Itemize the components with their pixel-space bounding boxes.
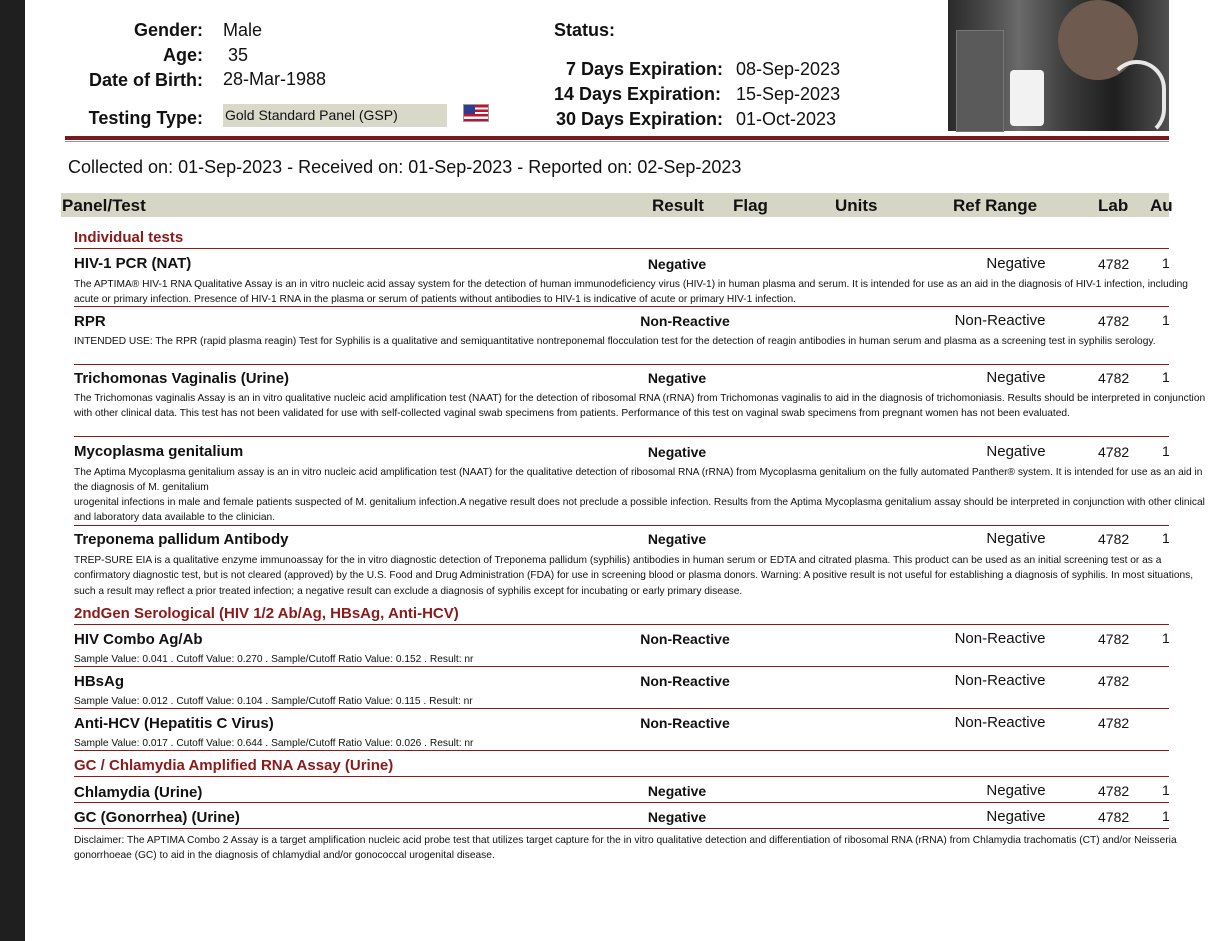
test-result: Negative <box>647 531 707 547</box>
col-ref-range: Ref Range <box>953 196 1038 215</box>
test-ref-range: Negative <box>986 443 1046 460</box>
row-rule <box>74 750 1169 751</box>
test-lab: 4782 <box>1098 673 1130 689</box>
section-individual-tests: Individual tests <box>74 229 184 246</box>
dob-label: Date of Birth: <box>89 70 203 90</box>
test-ref-range: Negative <box>986 782 1046 799</box>
row-rule <box>74 666 1169 667</box>
test-lab: 4782 <box>1098 256 1130 272</box>
test-au: 1 <box>1162 255 1170 271</box>
test-ref-range: Non-Reactive <box>954 672 1046 689</box>
row-rule <box>74 708 1169 709</box>
test-name: HIV-1 PCR (NAT) <box>74 255 192 272</box>
test-lab: 4782 <box>1098 531 1130 547</box>
test-note: The Trichomonas vaginalis Assay is an in vitro qualitative nucleic acid amplification test (NAAT) for the detection of ribosomal RNA (rRNA) from Trichomonas vaginalis to aid in the diagnosis of trichomoniasis. Results should be interpreted in conjunction with other clinical data. This test has not been validated for use with self-collected vaginal swab specimens from patients. Performance of this test on vaginal swab specimens from pregnant women has not been evaluated. <box>74 393 1206 420</box>
test-note: Sample Value: 0.017 . Cutoff Value: 0.644 . Sample/Cutoff Ratio Value: 0.026 . Result: nr <box>74 738 474 749</box>
collected-dates: Collected on: 01-Sep-2023 - Received on: 01-Sep-2023 - Reported on: 02-Sep-2023 <box>68 157 742 177</box>
test-result: Negative <box>647 783 707 799</box>
header-divider <box>65 136 1169 140</box>
status-label: Status: <box>554 20 616 40</box>
test-ref-range: Negative <box>986 369 1046 386</box>
test-au: 1 <box>1162 630 1170 646</box>
row-rule <box>74 802 1169 803</box>
test-result: Non-Reactive <box>640 673 730 689</box>
test-note: INTENDED USE: The RPR (rapid plasma reagin) Test for Syphilis is a qualitative and semiquantitative nontreponemal flocculation test for the detection of reagin antibodies in human serum and plasma as a screening test in syphilis serology. <box>74 336 1156 347</box>
test-au: 1 <box>1162 530 1170 546</box>
test-result: Non-Reactive <box>640 631 730 647</box>
section-rule <box>74 776 1169 777</box>
exp7-value: 08-Sep-2023 <box>736 59 841 79</box>
exp14-label: 14 Days Expiration: <box>553 84 721 104</box>
test-lab: 4782 <box>1098 444 1130 460</box>
test-result: Negative <box>647 809 707 825</box>
testing-type-label: Testing Type: <box>88 108 203 128</box>
test-ref-range: Negative <box>986 255 1046 272</box>
viewer-sidebar <box>0 0 25 941</box>
test-result: Negative <box>647 444 707 460</box>
patient-photo <box>948 0 1169 131</box>
test-note: The APTIMA® HIV-1 RNA Qualitative Assay is an in vitro nucleic acid assay system for the detection of human immunodeficiency virus (HIV-1) in human plasma and serum. It is intended for use as an aid in the diagnosis of HIV-1 infection, including acute or primary infection. Presence of HIV-1 RNA in the plasma or serum of patients without antibodies to HIV-1 is indicative of acute or primary HIV-1 infection. <box>74 279 1188 306</box>
section-gc-chlamydia: GC / Chlamydia Amplified RNA Assay (Urine) <box>74 757 394 774</box>
test-lab: 4782 <box>1098 809 1130 825</box>
test-au: 1 <box>1162 312 1170 328</box>
exp14-value: 15-Sep-2023 <box>736 84 841 104</box>
test-name: Mycoplasma genitalium <box>74 443 244 460</box>
photo-phone <box>1010 70 1044 126</box>
col-lab: Lab <box>1098 196 1129 215</box>
test-ref-range: Negative <box>986 808 1046 825</box>
disclaimer-note: Disclaimer: The APTIMA Combo 2 Assay is a target amplification nucleic acid probe test that utilizes target capture for the in vitro qualitative detection and differentiation of ribosomal RNA (rRNA) from Chlamydia trachomatis (CT) and/or Neisseria gonorrhoeae (GC) to aid in the diagnosis of chlamydial and/or gonococcal urogenital disease. <box>74 835 1177 862</box>
row-rule <box>74 436 1169 437</box>
test-lab: 4782 <box>1098 783 1130 799</box>
test-name: Treponema pallidum Antibody <box>74 531 289 548</box>
test-au: 1 <box>1162 369 1170 385</box>
testing-type-value: Gold Standard Panel (GSP) <box>223 104 447 127</box>
test-result: Negative <box>647 370 707 386</box>
age-value: 35 <box>228 45 249 65</box>
test-lab: 4782 <box>1098 631 1130 647</box>
exp30-label: 30 Days Expiration: <box>555 109 723 129</box>
photo-cord <box>1108 60 1166 138</box>
section-serological: 2ndGen Serological (HIV 1/2 Ab/Ag, HBsAg, Anti-HCV) <box>74 605 459 622</box>
test-au: 1 <box>1162 782 1170 798</box>
test-name: Trichomonas Vaginalis (Urine) <box>74 370 290 387</box>
test-name: GC (Gonorrhea) (Urine) <box>74 809 240 826</box>
test-au: 1 <box>1162 443 1170 459</box>
col-panel-test: Panel/Test <box>62 196 146 215</box>
test-ref-range: Negative <box>986 530 1046 547</box>
photo-background-door <box>956 30 1004 132</box>
test-note: Sample Value: 0.012 . Cutoff Value: 0.104 . Sample/Cutoff Ratio Value: 0.115 . Result: nr <box>74 696 473 707</box>
test-lab: 4782 <box>1098 715 1130 731</box>
test-note: Sample Value: 0.041 . Cutoff Value: 0.270 . Sample/Cutoff Ratio Value: 0.152 . Result: nr <box>74 654 474 665</box>
test-name: Anti-HCV (Hepatitis C Virus) <box>74 715 274 732</box>
test-au: 1 <box>1162 808 1170 824</box>
test-lab: 4782 <box>1098 370 1130 386</box>
test-result: Non-Reactive <box>640 313 730 329</box>
test-note: TREP-SURE EIA is a qualitative enzyme immunoassay for the in vitro diagnostic detection of Treponema pallidum (syphilis) antibodies in human serum or EDTA and citrated plasma. This product can be used as an initial screening test or as a confirmatory diagnostic test, but is not cleared (approved) by the U.S. Food and Drug Administration (FDA) for use in screening blood or plasma donors. Warning: A positive result is not useful for establishing a diagnosis of syphilis. In most situations, such a result may reflect a prior treated infection; a negative result can exclude a diagnosis of syphilis except for incubating or early primary disease. <box>74 555 1194 597</box>
col-result: Result <box>652 196 704 215</box>
exp30-value: 01-Oct-2023 <box>736 109 837 129</box>
section-rule <box>74 248 1169 249</box>
test-note: urogenital infections in male and female patients suspected of M. genitalium infection.A negative result does not preclude a possible infection. Results from the Aptima Mycoplasma genitalium assay should be interpreted in conjunction with other clinical and laboratory data available to the clinician. <box>74 497 1205 524</box>
col-au: Au <box>1150 196 1173 215</box>
exp7-label: 7 Days Expiration: <box>565 59 723 79</box>
col-flag: Flag <box>733 196 768 215</box>
section-rule <box>74 624 1169 625</box>
test-name: HBsAg <box>74 673 125 690</box>
row-rule <box>74 828 1169 829</box>
dob-value: 28-Mar-1988 <box>223 69 327 89</box>
age-label: Age: <box>163 45 203 65</box>
test-name: Chlamydia (Urine) <box>74 784 203 801</box>
gender-label: Gender: <box>133 20 203 40</box>
lab-report-page <box>25 0 1206 941</box>
test-name: HIV Combo Ag/Ab <box>74 631 203 648</box>
test-ref-range: Non-Reactive <box>954 630 1046 647</box>
header-divider-thin <box>65 141 1169 142</box>
test-note: The Aptima Mycoplasma genitalium assay is an in vitro nucleic acid amplification test (NAAT) for the qualitative detection of ribosomal RNA (rRNA) from Mycoplasma genitalium on the fully automated Panther® system. It is intended for use as an aid in the diagnosis of M. genitalium <box>74 467 1203 494</box>
test-lab: 4782 <box>1098 313 1130 329</box>
gender-value: Male <box>223 20 263 40</box>
test-ref-range: Non-Reactive <box>954 714 1046 731</box>
row-rule <box>74 364 1169 365</box>
col-units: Units <box>835 196 878 215</box>
test-result: Non-Reactive <box>640 715 730 731</box>
test-name: RPR <box>74 313 106 330</box>
test-ref-range: Non-Reactive <box>954 312 1046 329</box>
row-rule <box>74 306 1169 307</box>
test-result: Negative <box>647 256 707 272</box>
row-rule <box>74 525 1169 526</box>
